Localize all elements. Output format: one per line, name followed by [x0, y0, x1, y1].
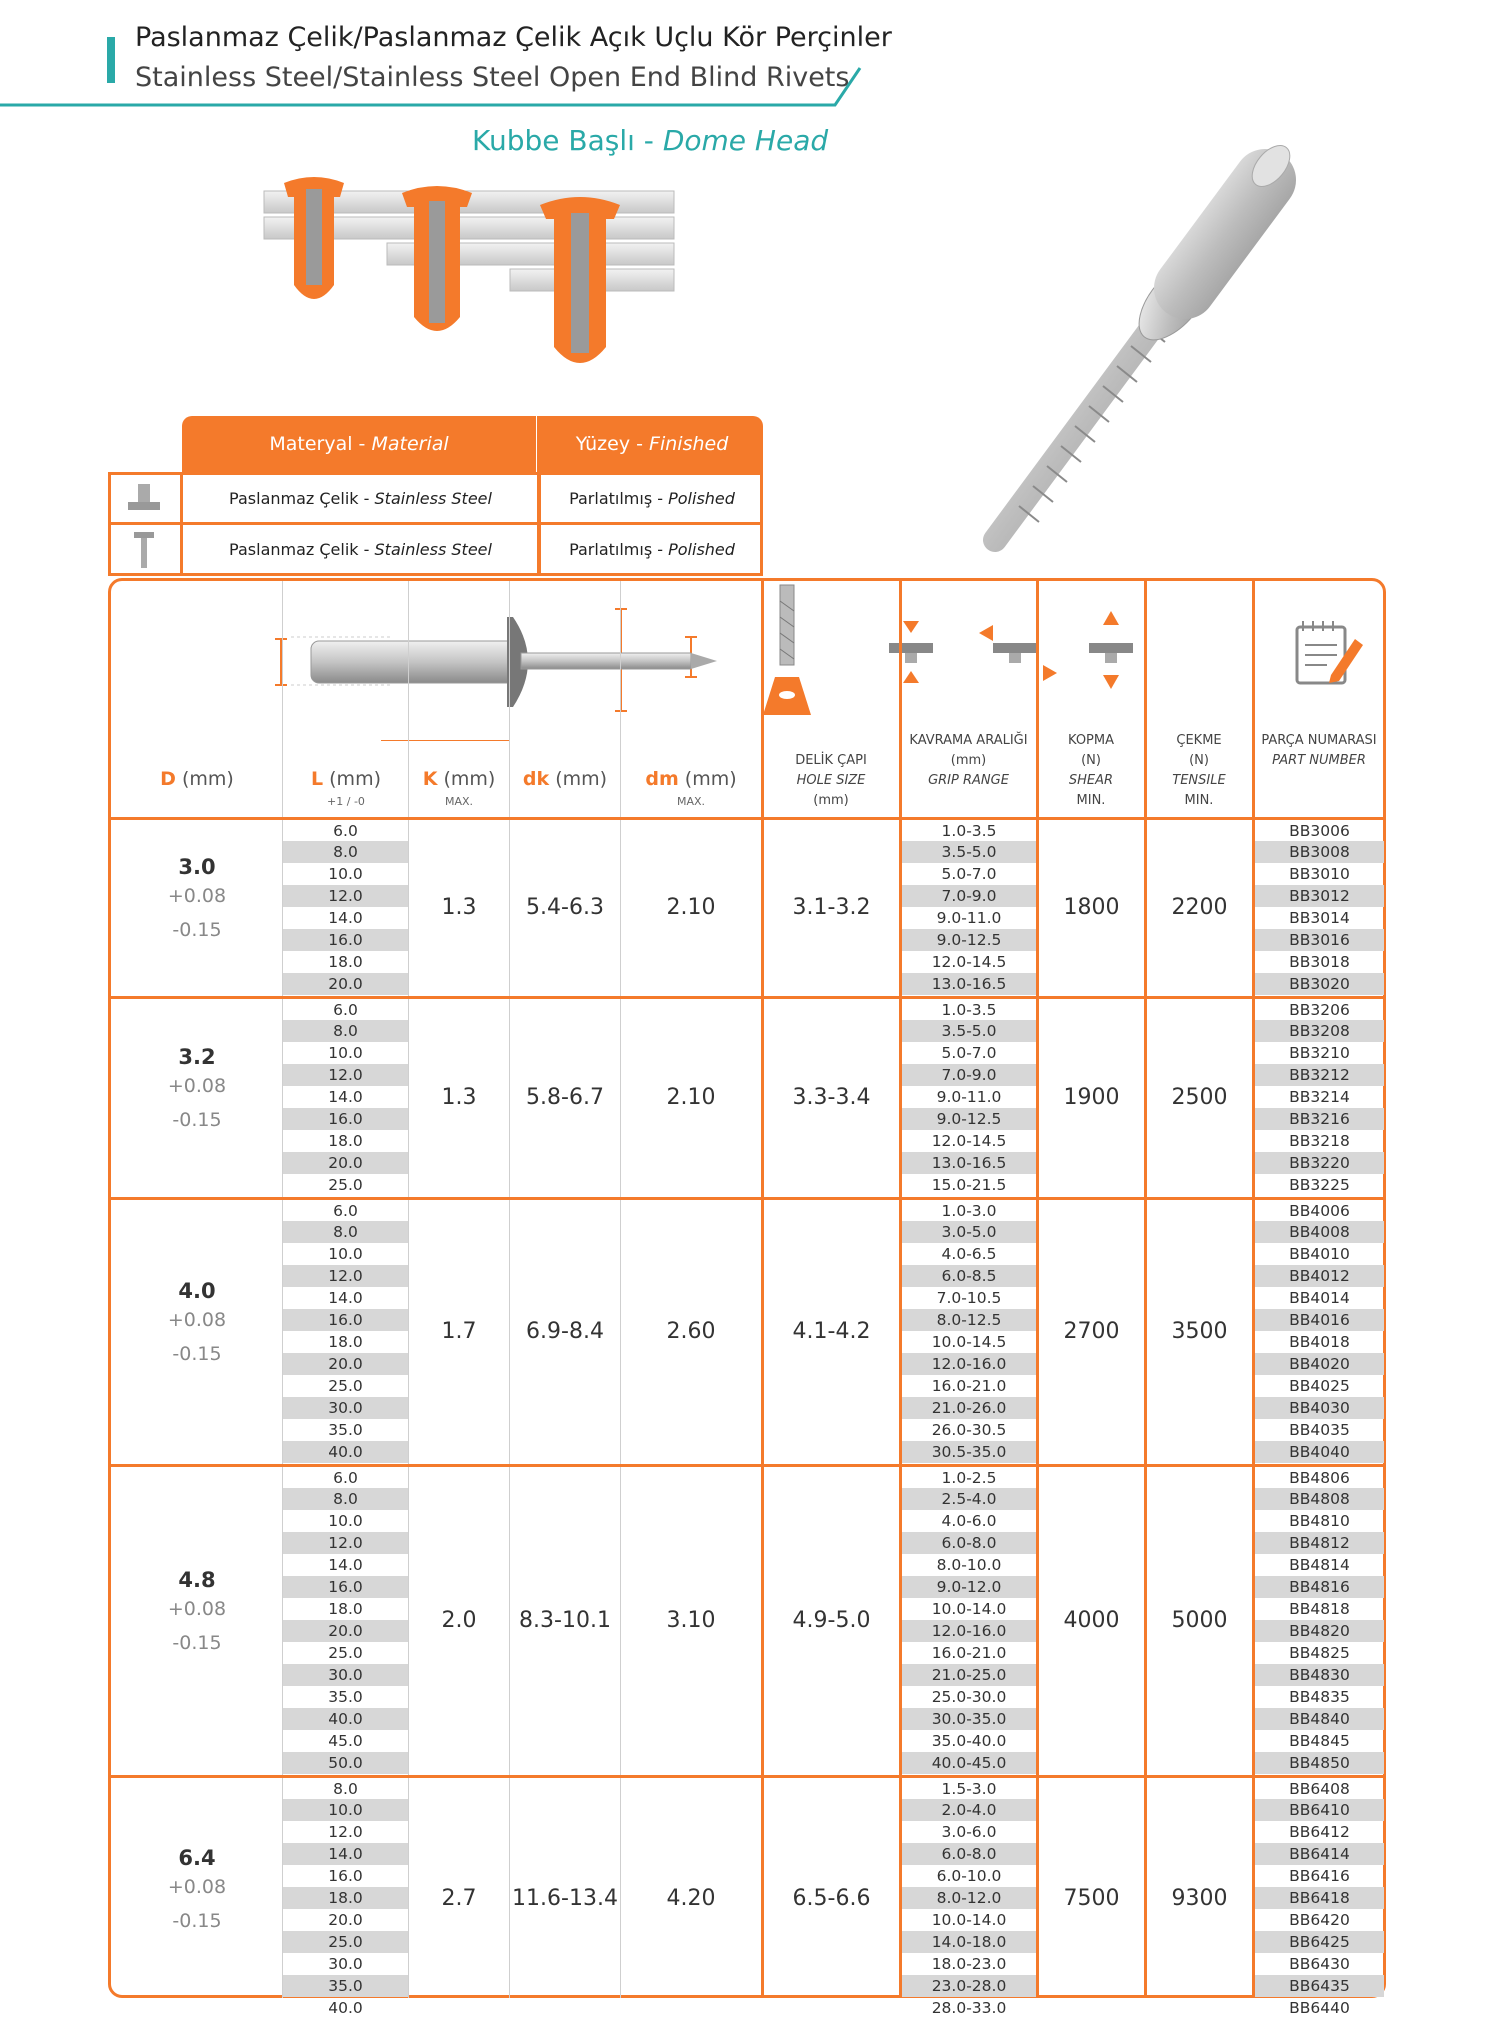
- col-tensile-l2: (N): [1189, 753, 1209, 768]
- col-shear-l3: SHEAR: [1068, 773, 1114, 788]
- diameter-value: 3.2: [178, 1045, 216, 1069]
- part-number-cell: BB4025: [1289, 1377, 1350, 1395]
- part-number-cell: BB6425: [1255, 1931, 1384, 1953]
- hole-size-cell: 6.5-6.6: [792, 1885, 871, 1911]
- diameter-tol-minus: -0.15: [172, 1343, 222, 1365]
- grip-range-cell: 9.0-12.0: [902, 1576, 1036, 1598]
- part-number-cell: BB4850: [1255, 1752, 1384, 1774]
- part-number-cell: BB6418: [1255, 1887, 1384, 1909]
- length-cell: 6.0: [333, 1001, 358, 1019]
- length-cell: 14.0: [328, 1088, 363, 1106]
- grip-range-cell: 21.0-26.0: [902, 1397, 1036, 1419]
- part-number-cell: BB4825: [1289, 1644, 1350, 1662]
- grip-range-cell: 10.0-14.5: [931, 1333, 1007, 1351]
- grip-range-cell: 28.0-33.0: [931, 1999, 1007, 2017]
- col-grip-l1: KAVRAMA ARALIĞI: [909, 733, 1028, 748]
- length-cell: 25.0: [328, 1377, 363, 1395]
- grip-range-cell: 14.0-18.0: [902, 1931, 1036, 1953]
- grip-range-cell: 3.5-5.0: [902, 1020, 1036, 1042]
- diameter-value: 6.4: [178, 1846, 216, 1870]
- part-number-cell: BB4008: [1255, 1221, 1384, 1243]
- finish-en-1: Polished: [668, 489, 735, 508]
- col-shear-l1: KOPMA: [1068, 733, 1114, 748]
- diameter-tol-minus: -0.15: [172, 1109, 222, 1131]
- col-hole-l1: DELİK ÇAPI: [795, 753, 867, 768]
- part-number-cell: BB3012: [1255, 885, 1384, 907]
- col-l-tol: +1 / -0: [327, 795, 365, 808]
- diameter-value: 4.0: [178, 1279, 216, 1303]
- length-cell: 12.0: [283, 885, 408, 907]
- part-number-cell: BB4020: [1255, 1353, 1384, 1375]
- length-cell: 6.0: [333, 822, 358, 840]
- part-number-cell: BB4820: [1255, 1620, 1384, 1642]
- part-number-cell: BB4014: [1289, 1289, 1350, 1307]
- grip-range-cell: 8.0-10.0: [936, 1556, 1002, 1574]
- grip-range-cell: 7.0-10.5: [936, 1289, 1002, 1307]
- diameter-tol-plus: +0.08: [167, 1598, 227, 1620]
- length-cell: 45.0: [328, 1732, 363, 1750]
- grip-range-cell: 6.0-8.5: [902, 1265, 1036, 1287]
- part-number-cell: BB4012: [1255, 1265, 1384, 1287]
- tensile-cell: 9300: [1171, 1885, 1228, 1911]
- length-cell: 35.0: [328, 1688, 363, 1706]
- part-number-cell: BB6430: [1289, 1955, 1350, 1973]
- part-number-cell: BB3216: [1255, 1108, 1384, 1130]
- part-number-cell: BB4035: [1289, 1421, 1350, 1439]
- col-head-k: [409, 769, 509, 812]
- grip-range-cell: 1.0-2.5: [941, 1469, 997, 1487]
- length-cell: 16.0: [283, 1309, 408, 1331]
- length-cell: 20.0: [283, 1620, 408, 1642]
- length-cell: 25.0: [328, 1176, 363, 1194]
- col-head-hole: [763, 751, 899, 811]
- mandrel-diameter-cell: 4.20: [666, 1885, 716, 1911]
- length-cell: 25.0: [328, 1644, 363, 1662]
- material-header-en: Material: [371, 433, 449, 455]
- part-number-cell: BB4814: [1289, 1556, 1350, 1574]
- part-number-cell: BB6414: [1255, 1843, 1384, 1865]
- grip-range-cell: 10.0-14.0: [931, 1911, 1007, 1929]
- head-height-cell: 1.7: [441, 1318, 477, 1344]
- length-cell: 25.0: [283, 1931, 408, 1953]
- length-cell: 18.0: [283, 1887, 408, 1909]
- grip-range-cell: 16.0-21.0: [931, 1377, 1007, 1395]
- col-head-part: [1254, 731, 1384, 771]
- head-sep-4: [620, 581, 621, 819]
- length-cell: 18.0: [328, 953, 363, 971]
- part-number-cell: BB3006: [1289, 822, 1350, 840]
- col-grip-l3: GRIP RANGE: [928, 773, 1009, 788]
- length-cell: 16.0: [283, 1576, 408, 1598]
- grip-range-cell: 26.0-30.5: [931, 1421, 1007, 1439]
- grip-range-cell: 6.0-8.0: [902, 1532, 1036, 1554]
- length-cell: 20.0: [328, 1911, 363, 1929]
- grip-range-cell: 12.0-16.0: [902, 1353, 1036, 1375]
- part-number-cell: BB3008: [1255, 841, 1384, 863]
- grip-range-cell: 16.0-21.0: [931, 1644, 1007, 1662]
- col-hole-l3: (mm): [813, 793, 849, 808]
- length-cell: 18.0: [328, 1132, 363, 1150]
- grip-range-cell: 10.0-14.0: [931, 1600, 1007, 1618]
- col-head-tensile: [1146, 731, 1252, 811]
- col-line-tensile: [1144, 581, 1147, 1998]
- hole-size-cell: 3.3-3.4: [792, 1084, 871, 1110]
- length-cell: 18.0: [328, 1333, 363, 1351]
- grip-range-icon: [881, 621, 941, 685]
- length-cell: 20.0: [283, 973, 408, 995]
- subtitle-tr: Kubbe Başlı -: [472, 124, 663, 157]
- shear-cell: 7500: [1063, 1885, 1120, 1911]
- grip-range-cell: 7.0-9.0: [902, 1064, 1036, 1086]
- grip-range-cell: 3.0-5.0: [902, 1221, 1036, 1243]
- shear-cell: 1900: [1063, 1084, 1120, 1110]
- part-number-cell: BB6420: [1289, 1911, 1350, 1929]
- rivet-body-icon: [126, 480, 162, 516]
- grip-range-cell: 6.0-8.0: [902, 1843, 1036, 1865]
- col-hole-l2: HOLE SIZE: [796, 773, 866, 788]
- diameter-value: 4.8: [178, 1568, 216, 1592]
- head-diameter-cell: 8.3-10.1: [519, 1607, 611, 1633]
- finish-cell-2: [541, 525, 763, 573]
- col-k-sub: MAX.: [444, 795, 474, 808]
- length-cell: 14.0: [328, 909, 363, 927]
- length-cell: 12.0: [283, 1064, 408, 1086]
- diameter-tol-plus: +0.08: [167, 1309, 227, 1331]
- grip-range-cell: 9.0-11.0: [936, 909, 1002, 927]
- diameter-cell: [111, 1846, 283, 1938]
- col-l-key: L: [311, 768, 324, 790]
- length-cell: 50.0: [283, 1752, 408, 1774]
- subtitle-en: Dome Head: [662, 124, 829, 157]
- grip-range-cell: 12.0-14.5: [931, 953, 1007, 971]
- length-cell: 12.0: [328, 1823, 363, 1841]
- length-cell: 18.0: [328, 1600, 363, 1618]
- part-number-cell: BB4040: [1255, 1441, 1384, 1463]
- finish-tr-2: Parlatılmış -: [569, 539, 664, 559]
- length-cell: 10.0: [328, 1245, 363, 1263]
- length-cell: 10.0: [283, 1799, 408, 1821]
- length-cell: 16.0: [283, 929, 408, 951]
- part-number-cell: BB4006: [1289, 1202, 1350, 1220]
- material-header-tr: Materyal -: [269, 433, 366, 455]
- col-dm-unit: (mm): [678, 768, 737, 790]
- length-cell: 8.0: [283, 1221, 408, 1243]
- part-number-cell: BB3214: [1289, 1088, 1350, 1106]
- length-cell: 10.0: [328, 1044, 363, 1062]
- grip-range-cell: 1.0-3.5: [941, 822, 997, 840]
- mandrel-diameter-cell: 2.60: [666, 1318, 716, 1344]
- hole-size-cell: 4.1-4.2: [792, 1318, 871, 1344]
- head-diameter-cell: 11.6-13.4: [512, 1885, 618, 1911]
- col-part-l2: PART NUMBER: [1272, 753, 1366, 768]
- material-tr-1: Paslanmaz Çelik -: [229, 489, 370, 508]
- finish-tr-1: Parlatılmış -: [569, 489, 664, 508]
- grip-range-cell: 13.0-16.5: [902, 1152, 1036, 1174]
- subtitle: [472, 124, 828, 157]
- length-cell: 6.0: [333, 1469, 358, 1487]
- part-number-cell: BB3014: [1289, 909, 1350, 927]
- grip-range-cell: 12.0-14.5: [931, 1132, 1007, 1150]
- diameter-tol-minus: -0.15: [172, 1632, 222, 1654]
- length-cell: 10.0: [328, 1512, 363, 1530]
- grip-range-cell: 2.5-4.0: [902, 1488, 1036, 1510]
- head-diameter-cell: 6.9-8.4: [526, 1318, 604, 1344]
- col-k-key: K: [422, 768, 438, 790]
- length-cell: 40.0: [283, 1441, 408, 1463]
- part-number-cell: BB6435: [1255, 1975, 1384, 1997]
- length-cell: 14.0: [283, 1843, 408, 1865]
- part-number-cell: BB4818: [1289, 1600, 1350, 1618]
- shear-cell: 4000: [1063, 1607, 1120, 1633]
- diameter-cell: [111, 1568, 283, 1660]
- head-height-cell: 1.3: [441, 1084, 477, 1110]
- part-number-cell: BB6412: [1289, 1823, 1350, 1841]
- grip-range-cell: 9.0-12.5: [902, 1108, 1036, 1130]
- part-number-cell: BB6408: [1289, 1780, 1350, 1798]
- diameter-cell: [111, 1045, 283, 1137]
- length-cell: 12.0: [283, 1532, 408, 1554]
- part-number-cell: BB3020: [1255, 973, 1384, 995]
- part-number-cell: BB3225: [1289, 1176, 1350, 1194]
- length-cell: 40.0: [283, 1708, 408, 1730]
- grip-range-cell: 40.0-45.0: [902, 1752, 1036, 1774]
- material-en-2: Stainless Steel: [374, 539, 492, 559]
- col-shear-l2: (N): [1081, 753, 1101, 768]
- tensile-cell: 2500: [1171, 1084, 1228, 1110]
- part-number-cell: BB4808: [1255, 1488, 1384, 1510]
- col-d-unit: (mm): [175, 768, 234, 790]
- material-cell-1: [184, 475, 537, 522]
- col-dm-key: dm: [645, 768, 679, 790]
- grip-range-cell: 2.0-4.0: [902, 1799, 1036, 1821]
- diameter-tol-plus: +0.08: [167, 1876, 227, 1898]
- notepad-icon: [1293, 619, 1365, 685]
- col-line-shear: [1036, 581, 1039, 1998]
- shear-cell: 1800: [1063, 894, 1120, 920]
- part-number-cell: BB3010: [1289, 865, 1350, 883]
- part-number-cell: BB4018: [1289, 1333, 1350, 1351]
- col-grip-l2: (mm): [950, 753, 987, 768]
- part-number-cell: BB3208: [1255, 1020, 1384, 1042]
- length-cell: 40.0: [328, 1999, 363, 2017]
- grip-range-cell: 35.0-40.0: [931, 1732, 1007, 1750]
- finish-header-en: Finished: [649, 433, 729, 455]
- grip-range-cell: 18.0-23.0: [931, 1955, 1007, 1973]
- diameter-value: 3.0: [178, 855, 216, 879]
- part-number-cell: BB3210: [1289, 1044, 1350, 1062]
- grip-range-cell: 30.0-35.0: [902, 1708, 1036, 1730]
- part-number-cell: BB4835: [1289, 1688, 1350, 1706]
- diameter-tol-plus: +0.08: [167, 1075, 227, 1097]
- grip-range-cell: 6.0-10.0: [936, 1867, 1002, 1885]
- length-cell: 16.0: [328, 1867, 363, 1885]
- head-height-cell: 2.7: [441, 1885, 477, 1911]
- part-number-cell: BB4030: [1255, 1397, 1384, 1419]
- col-head-grip: [901, 731, 1036, 791]
- length-cell: 12.0: [283, 1265, 408, 1287]
- tensile-cell: 3500: [1171, 1318, 1228, 1344]
- length-cell: 30.0: [328, 1955, 363, 1973]
- part-number-cell: BB3220: [1255, 1152, 1384, 1174]
- part-number-cell: BB4812: [1255, 1532, 1384, 1554]
- material-tr-2: Paslanmaz Çelik -: [229, 539, 370, 559]
- grip-range-cell: 3.0-6.0: [941, 1823, 997, 1841]
- grip-range-cell: 21.0-25.0: [902, 1664, 1036, 1686]
- part-number-cell: BB4806: [1289, 1469, 1350, 1487]
- material-en-1: Stainless Steel: [374, 489, 492, 508]
- grip-range-cell: 1.5-3.0: [941, 1780, 997, 1798]
- head-sep-1: [282, 581, 283, 819]
- hole-size-cell: 3.1-3.2: [792, 894, 871, 920]
- head-diameter-cell: 5.8-6.7: [526, 1084, 604, 1110]
- part-number-cell: BB6416: [1289, 1867, 1350, 1885]
- grip-range-cell: 1.0-3.0: [941, 1202, 997, 1220]
- grip-range-cell: 9.0-12.5: [902, 929, 1036, 951]
- shear-cell: 2700: [1063, 1318, 1120, 1344]
- diameter-cell: [111, 855, 283, 947]
- part-number-cell: BB4845: [1289, 1732, 1350, 1750]
- length-cell: 20.0: [283, 1152, 408, 1174]
- part-number-cell: BB4810: [1289, 1512, 1350, 1530]
- finish-cell-1: [541, 475, 763, 522]
- material-cell-2: [184, 525, 537, 573]
- part-number-cell: BB4840: [1255, 1708, 1384, 1730]
- length-cell: 8.0: [283, 1020, 408, 1042]
- tensile-cell: 5000: [1171, 1607, 1228, 1633]
- length-cell: 14.0: [328, 1289, 363, 1307]
- material-header: [182, 416, 536, 472]
- head-sep-3: [509, 581, 510, 819]
- title-underline: [0, 0, 880, 110]
- grip-range-cell: 5.0-7.0: [941, 865, 997, 883]
- col-d-key: D: [160, 768, 176, 790]
- grip-range-cell: 4.0-6.0: [941, 1512, 997, 1530]
- part-number-cell: BB4816: [1255, 1576, 1384, 1598]
- col-dk-key: dk: [522, 768, 550, 790]
- length-cell: 8.0: [283, 1488, 408, 1510]
- finish-header: [541, 416, 763, 472]
- part-number-cell: BB4016: [1255, 1309, 1384, 1331]
- head-diameter-cell: 5.4-6.3: [526, 894, 604, 920]
- grip-range-cell: 3.5-5.0: [902, 841, 1036, 863]
- length-cell: 8.0: [333, 1780, 358, 1798]
- part-number-cell: BB3018: [1289, 953, 1350, 971]
- grip-range-cell: 15.0-21.5: [931, 1176, 1007, 1194]
- mandrel-diameter-cell: 2.10: [666, 894, 716, 920]
- length-cell: 20.0: [283, 1353, 408, 1375]
- col-part-l1: PARÇA NUMARASI: [1261, 733, 1377, 748]
- part-number-cell: BB6440: [1289, 1999, 1350, 2017]
- rivet-illustration: [965, 120, 1365, 560]
- grip-range-cell: 4.0-6.5: [941, 1245, 997, 1263]
- part-number-cell: BB3016: [1255, 929, 1384, 951]
- part-number-cell: BB3212: [1255, 1064, 1384, 1086]
- part-number-cell: BB4830: [1255, 1664, 1384, 1686]
- grip-range-cell: 8.0-12.0: [902, 1887, 1036, 1909]
- diameter-cell: [111, 1279, 283, 1371]
- length-cell: 35.0: [328, 1421, 363, 1439]
- spec-table: [108, 578, 1386, 2017]
- diameter-tol-minus: -0.15: [172, 1910, 222, 1932]
- length-cell: 8.0: [283, 841, 408, 863]
- grip-range-cell: 7.0-9.0: [902, 885, 1036, 907]
- grip-range-cell: 13.0-16.5: [902, 973, 1036, 995]
- rivet-dimension-diagram: [151, 581, 751, 741]
- col-dm-sub: MAX.: [676, 795, 706, 808]
- part-number-cell: BB6410: [1255, 1799, 1384, 1821]
- part-number-cell: BB3206: [1289, 1001, 1350, 1019]
- part-number-cell: BB3218: [1289, 1132, 1350, 1150]
- hole-size-cell: 4.9-5.0: [792, 1607, 871, 1633]
- material-col-divider-1: [180, 472, 183, 576]
- col-tensile-l1: ÇEKME: [1176, 733, 1222, 748]
- diameter-tol-plus: +0.08: [167, 885, 227, 907]
- length-cell: 10.0: [328, 865, 363, 883]
- col-head-dk: [510, 769, 620, 792]
- shear-icon: [979, 621, 1059, 685]
- tensile-cell: 2200: [1171, 894, 1228, 920]
- grip-range-cell: 5.0-7.0: [941, 1044, 997, 1062]
- grip-range-cell: 8.0-12.5: [902, 1309, 1036, 1331]
- col-dk-unit: (mm): [549, 768, 608, 790]
- col-head-l: [284, 769, 408, 812]
- head-height-cell: 2.0: [441, 1607, 477, 1633]
- col-k-unit: (mm): [437, 768, 496, 790]
- mandrel-icon: [130, 530, 158, 570]
- length-cell: 16.0: [283, 1108, 408, 1130]
- head-height-cell: 1.3: [441, 894, 477, 920]
- col-head-dm: [621, 769, 761, 812]
- col-line-hole: [761, 581, 764, 1998]
- length-cell: 30.0: [283, 1664, 408, 1686]
- diameter-tol-minus: -0.15: [172, 919, 222, 941]
- mandrel-diameter-cell: 2.10: [666, 1084, 716, 1110]
- grip-range-cell: 9.0-11.0: [936, 1088, 1002, 1106]
- grip-range-cell: 1.0-3.5: [941, 1001, 997, 1019]
- tensile-icon: [1079, 611, 1143, 691]
- rivet-cross-section-illustration: [262, 175, 692, 385]
- finish-header-tr: Yüzey -: [575, 433, 643, 455]
- col-tensile-l3: TENSILE: [1172, 773, 1226, 788]
- part-number-cell: BB4010: [1289, 1245, 1350, 1263]
- col-head-shear: [1038, 731, 1144, 811]
- head-sep-2: [408, 581, 409, 819]
- grip-range-cell: 30.5-35.0: [902, 1441, 1036, 1463]
- length-cell: 30.0: [283, 1397, 408, 1419]
- col-head-d: [111, 769, 283, 792]
- col-l-unit: (mm): [323, 768, 381, 790]
- finish-en-2: Polished: [668, 539, 735, 559]
- grip-range-cell: 12.0-16.0: [902, 1620, 1036, 1642]
- col-tensile-l4: MIN.: [1184, 793, 1214, 808]
- page-title-en: Stainless Steel/Stainless Steel Open End Blind Rivets: [135, 62, 850, 93]
- length-cell: 6.0: [333, 1202, 358, 1220]
- length-cell: 14.0: [328, 1556, 363, 1574]
- mandrel-diameter-cell: 3.10: [666, 1607, 716, 1633]
- col-shear-l4: MIN.: [1076, 793, 1106, 808]
- length-cell: 35.0: [283, 1975, 408, 1997]
- grip-range-cell: 25.0-30.0: [931, 1688, 1007, 1706]
- page-title-tr: Paslanmaz Çelik/Paslanmaz Çelik Açık Uçlu Kör Perçinler: [135, 22, 892, 53]
- grip-range-cell: 23.0-28.0: [902, 1975, 1036, 1997]
